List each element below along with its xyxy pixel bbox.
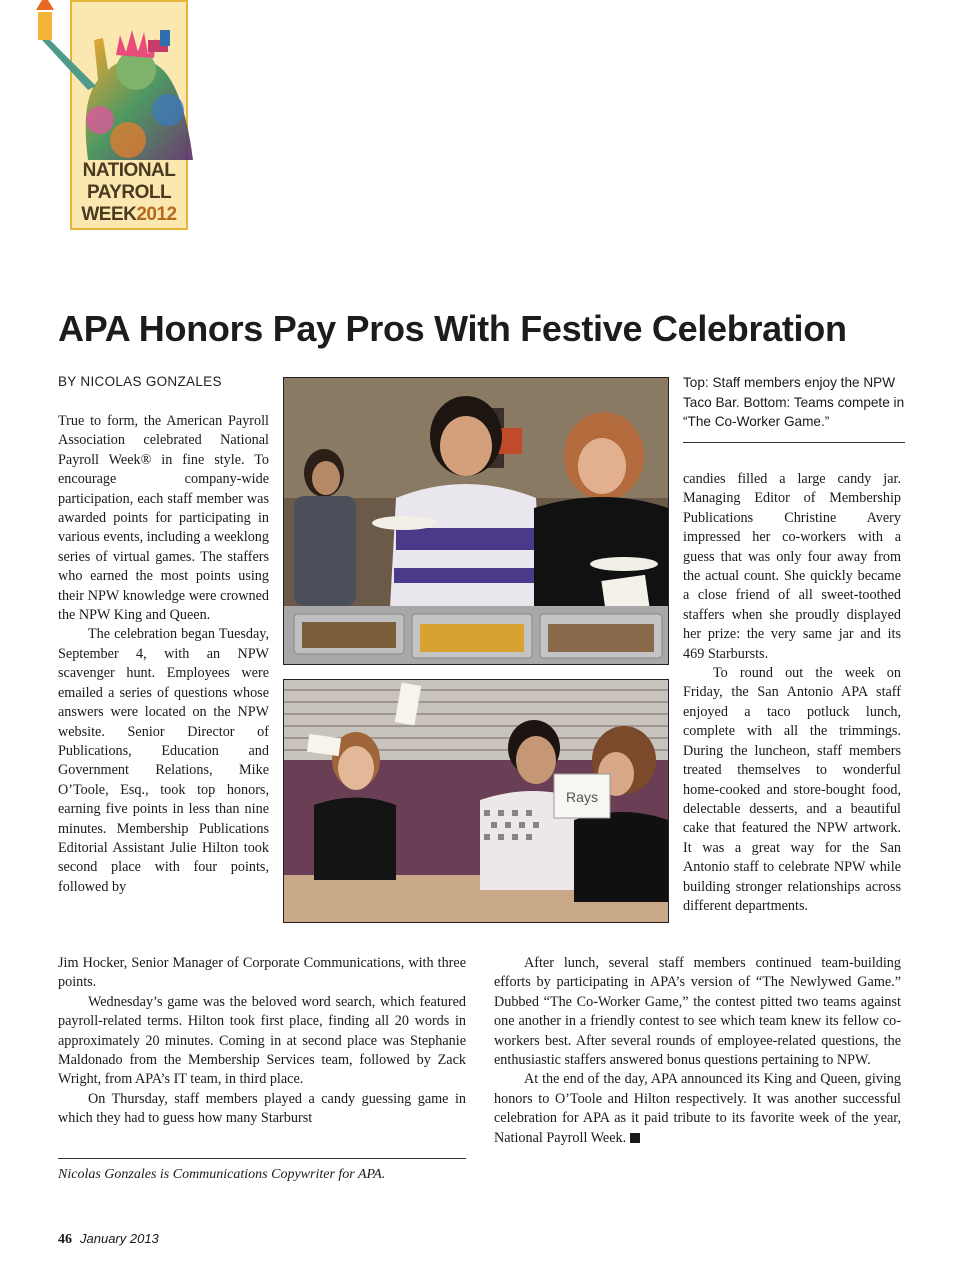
logo-year: 2012 [136, 204, 177, 225]
paragraph: After lunch, several staff members continued team-building efforts by participating in APA’s version of “The Newlywed Game.” Dubbed “The Co-Worker Game,” the contest pitted two teams against one another in a friendly contest to see which team knew its fellow co-workers best. After several rounds of employee-related questions, the enthusiastic staffers answered bonus questions pertaining to NPW. [494, 955, 901, 1069]
article-column-2 [683, 470, 901, 916]
photo-taco-bar [283, 377, 669, 665]
paragraph-final-text: At the end of the day, APA announced its King and Queen, giving honors to O’Toole and Hilton respectively. It was another successful celebration for APA as it paid tribute to its favorite week of the year, National Payroll Week. [494, 1071, 901, 1146]
statue-of-liberty-illustration [28, 0, 210, 160]
article-column-1 [58, 412, 269, 897]
logo-line-2: PAYROLL [86, 182, 172, 203]
author-footnote: Nicolas Gonzales is Communications Copywriter for APA. [58, 1167, 386, 1182]
paragraph: To round out the week on Friday, the San Antonio APA staff enjoyed a taco potluck lunch, complete with all the trimmings. During the luncheon, staff members treated themselves to wonderful home-cooked and store-bought food, delectable desserts, and a beautiful cake that featured the NPW artwork. It was a great way for the San Antonio staff to celebrate NPW while building stronger relationships across different departments. [683, 665, 901, 914]
photo-caption: Top: Staff members enjoy the NPW Taco Bar. Bottom: Teams compete in “The Co-Worker Game.” [683, 373, 905, 443]
article-column-1-continued [58, 954, 466, 1129]
article-byline: BY NICOLAS GONZALES [58, 374, 222, 389]
article-column-2-continued [494, 954, 901, 1148]
npw-logo [28, 0, 210, 232]
end-of-article-mark [630, 1133, 640, 1143]
game-answer-card: Rays [566, 789, 598, 805]
paragraph: Jim Hocker, Senior Manager of Corporate Communications, with three points. [58, 955, 466, 991]
photo-co-worker-game [283, 679, 669, 923]
page-folio [58, 1231, 159, 1248]
paragraph: On Thursday, staff members played a candy guessing game in which they had to guess how many Starburst [58, 1090, 466, 1127]
paragraph: candies filled a large candy jar. Managing Editor of Membership Publications Christine Avery impressed her co-workers with a guess that was only four away from the actual count. She quickly became a close friend of all sweet-toothed staffers when she proudly displayed her prize: the very same jar and its 469 Starbursts. [683, 471, 901, 662]
logo-wordmark [72, 160, 186, 226]
footnote-divider [58, 1158, 466, 1159]
paragraph-final [494, 1070, 901, 1148]
logo-line-3: WEEK [81, 204, 137, 225]
issue-date: January 2013 [80, 1231, 159, 1246]
paragraph: Wednesday’s game was the beloved word search, which featured payroll-related terms. Hilton took first place, finding all 20 words in approximately 20 minutes. Coming in at second place was Stephanie Maldonado from the Membership Services team, followed by Zack Wright, from APA’s IT team, in third place. [58, 993, 466, 1088]
logo-line-1: NATIONAL [82, 160, 176, 181]
paragraph: The celebration began Tuesday, September 4, with an NPW scavenger hunt. Employees were emailed a series of questions whose answers were located on the NPW website. Senior Director of Publications, Education and Government Relations, Mike O’Toole, Esq., took top honors, earning five points in less than nine minutes. Membership Publications Editorial Assistant Julie Hilton took second place with four points, followed by [58, 626, 269, 895]
article-headline: APA Honors Pay Pros With Festive Celebration [58, 308, 847, 349]
paragraph: True to form, the American Payroll Association celebrated National Payroll Week® in fine style. To encourage company-wide participation, each staff member was awarded points for participating in various events, including a weeklong series of virtual games. The staffers who earned the most points using their NPW knowledge were crowned the NPW King and Queen. [58, 413, 269, 624]
page-number: 46 [58, 1232, 72, 1247]
